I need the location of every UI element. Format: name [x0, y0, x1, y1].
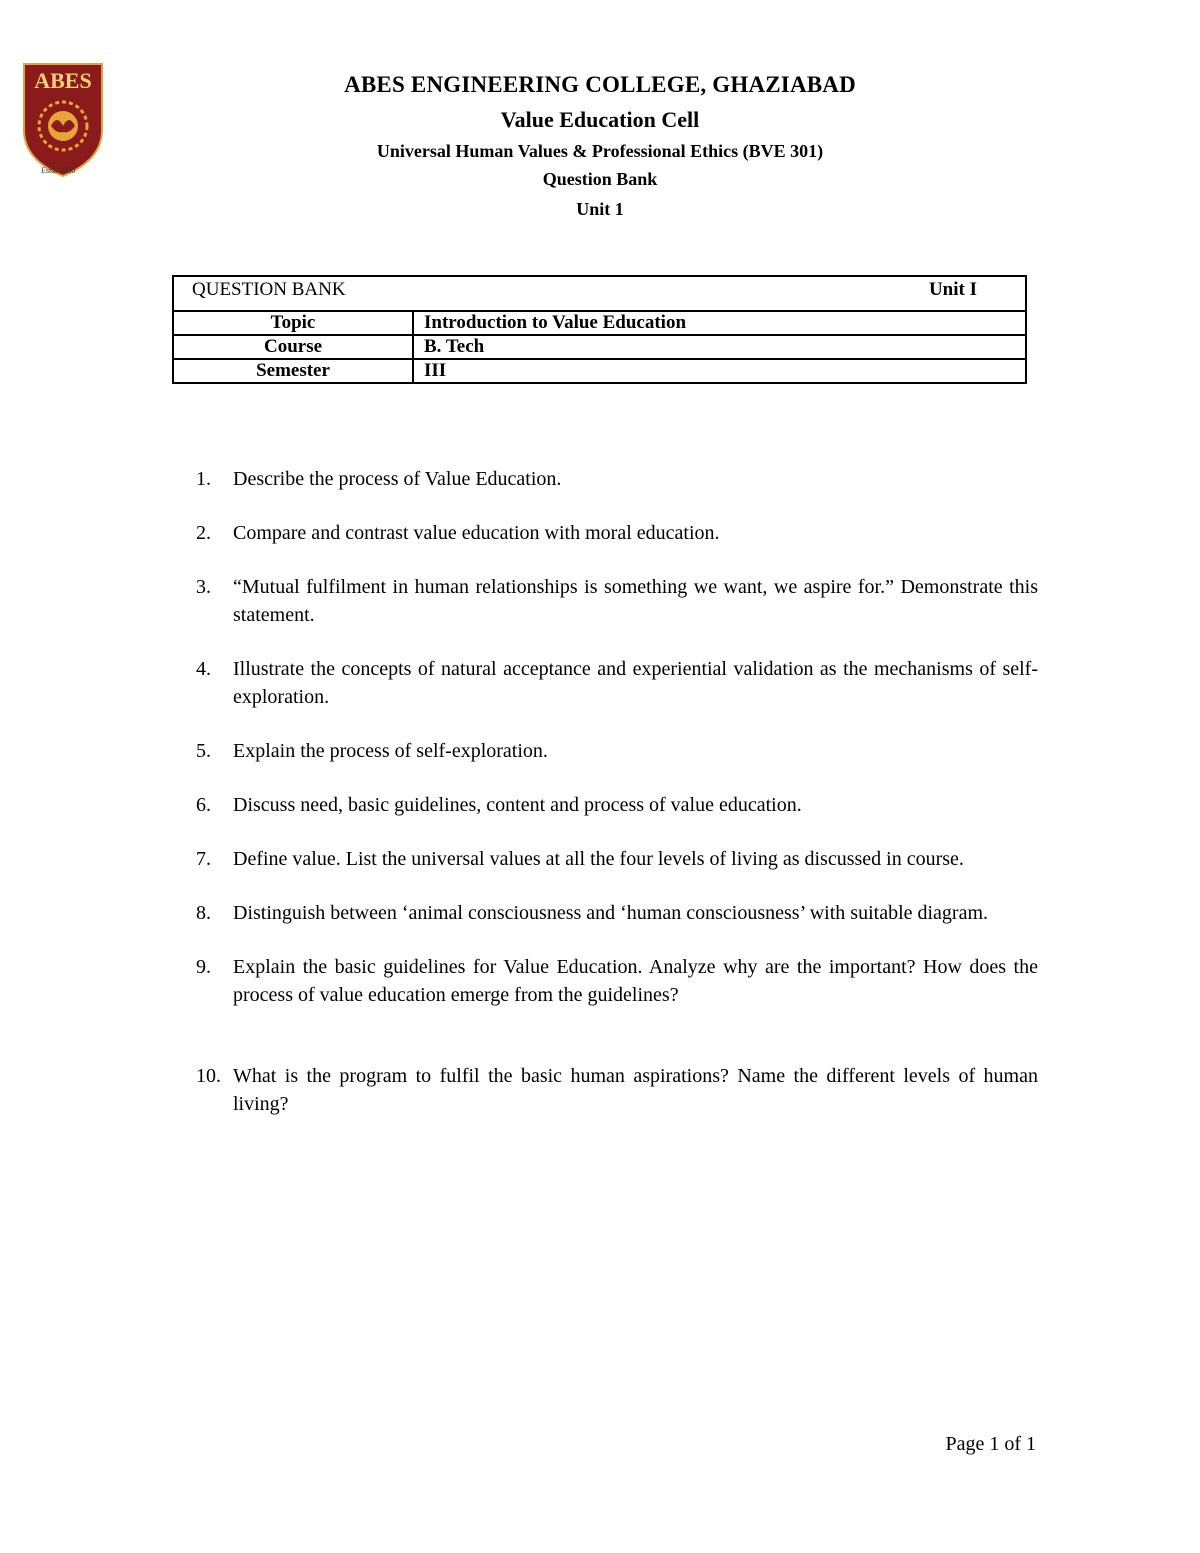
question-text: “Mutual fulfilment in human relationships is something we want, we aspire for.” Demonstrate this statement. [233, 576, 1038, 626]
row-value: Introduction to Value Education [413, 312, 1026, 335]
question-text: Explain the process of self-exploration. [233, 740, 548, 762]
cell-name: Value Education Cell [500, 107, 700, 132]
list-item [196, 573, 1038, 629]
question-text: What is the program to fulfil the basic human aspirations? Name the different levels of human living? [233, 1065, 1038, 1115]
course-title: Universal Human Values & Professional Ethics (BVE 301) [376, 141, 824, 161]
list-item [196, 899, 1038, 927]
box-title: QUESTION BANK [192, 279, 346, 300]
table-row [173, 359, 1026, 383]
question-text: Distinguish between ‘animal consciousness and ‘human consciousness’ with suitable diagram. [233, 902, 989, 924]
question-number: 7. [196, 848, 211, 870]
meta-table [172, 312, 1027, 384]
table-row [173, 335, 1026, 359]
question-text: Illustrate the concepts of natural acceptance and experiential validation as the mechanisms of self-exploration. [233, 658, 1038, 708]
question-number: 1. [196, 468, 211, 490]
list-item [196, 519, 1038, 547]
question-number: 8. [196, 902, 211, 924]
row-value: B. Tech [413, 335, 1026, 359]
college-name: ABES ENGINEERING COLLEGE, GHAZIABAD [344, 72, 856, 97]
list-item [196, 655, 1038, 711]
question-text: Explain the basic guidelines for Value Education. Analyze why are the important? How does the process of value education emerge from the guidelines? [233, 956, 1038, 1006]
list-item [196, 737, 1038, 765]
row-key: Semester [173, 359, 413, 383]
question-number: 2. [196, 522, 211, 544]
question-text: Define value. List the universal values at all the four levels of living as discussed in course. [233, 848, 964, 870]
box-header [172, 275, 1027, 312]
logo-est: Estd. 2000 [41, 166, 76, 175]
row-value: III [413, 359, 1026, 383]
list-item [196, 465, 1038, 493]
page-number: Page 1 of 1 [945, 1433, 1036, 1455]
question-number: 5. [196, 740, 211, 762]
question-number: 10. [196, 1065, 221, 1087]
question-number: 6. [196, 794, 211, 816]
question-number: 9. [196, 956, 211, 978]
question-text: Describe the process of Value Education. [233, 468, 562, 490]
doc-type: Question Bank [542, 169, 658, 189]
list-item [196, 953, 1038, 1009]
svg-text:ABES: ABES [34, 68, 92, 93]
question-text: Discuss need, basic guidelines, content and process of value education. [233, 794, 802, 816]
question-list [196, 465, 1038, 1144]
list-item [196, 791, 1038, 819]
row-key: Topic [173, 312, 413, 335]
box-unit: Unit I [928, 279, 977, 300]
row-key: Course [173, 335, 413, 359]
table-row [173, 312, 1026, 335]
unit-label: Unit 1 [576, 199, 624, 219]
question-number: 4. [196, 658, 211, 680]
list-item [196, 845, 1038, 873]
question-bank-box [172, 275, 1027, 384]
list-item [196, 1062, 1038, 1118]
question-number: 3. [196, 576, 211, 598]
question-text: Compare and contrast value education with moral education. [233, 522, 720, 544]
